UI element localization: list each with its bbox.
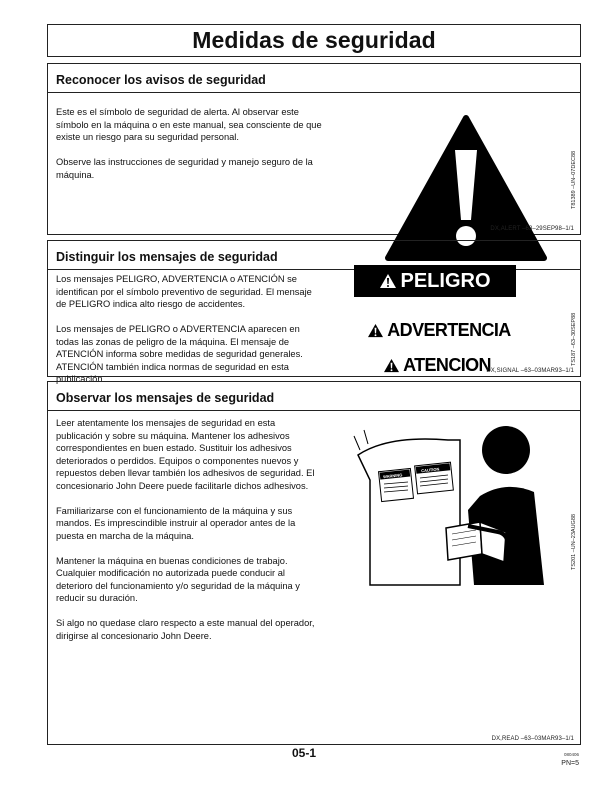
decal-caution-label: CAUTION: [420, 466, 440, 474]
signal-word-danger-label: PELIGRO: [400, 269, 491, 292]
section-distinguish-messages: [47, 240, 581, 384]
section-heading: Observar los mensajes de seguridad: [56, 391, 275, 405]
paragraph: Mantener la máquina en buenas condiciones de trabajo. Cualquier modificación no autorizada puede conducir al deterioro del funcionamiento y/o seguridad de la máquina y reducir su duración.: [56, 555, 300, 603]
signal-word-danger: [354, 265, 516, 297]
section-recognize-alerts: [47, 63, 581, 235]
signal-word-caution: [374, 354, 500, 376]
page-number: 05-1: [292, 746, 317, 760]
paragraph: Este es el símbolo de seguridad de alerta. Al observar este símbolo en la máquina o en este manual, sea consciente de que existe un riesgo para su seguridad personal.: [56, 107, 322, 142]
warning-triangle-icon: [367, 323, 384, 338]
image-code: TS201 –UN–23AUG88: [571, 514, 577, 570]
section-heading: Reconocer los avisos de seguridad: [56, 73, 266, 87]
section-body: [56, 273, 324, 398]
section-ref-code: DX,SIGNAL –63–03MAR93–1/1: [486, 368, 574, 374]
section-divider: [48, 92, 580, 93]
footer-code: 080406: [563, 752, 579, 757]
paragraph: Observe las instrucciones de seguridad y manejo seguro de la máquina.: [56, 157, 313, 180]
image-code: TS187 –63–30SEP88: [571, 312, 577, 366]
signal-word-warning-label: ADVERTENCIA: [387, 319, 511, 340]
signal-word-warning: [354, 319, 524, 341]
paragraph: Si algo no quedase claro respecto a este manual del operador, dirigirse al concesionario John Deere.: [56, 618, 315, 641]
paragraph: Los mensajes de PELIGRO o ADVERTENCIA aparecen en todas las zonas de peligro de la máquina. El mensaje de ATENCIÓN informa sobre medidas de seguridad generales. ATENCIÓN también indica normas de seguridad en esta publicación.: [56, 324, 303, 384]
paragraph: Los mensajes PELIGRO, ADVERTENCIA o ATENCIÓN se identifican por el símbolo preventivo de seguridad. El mensaje de PELIGRO indica alto riesgo de accidentes.: [56, 274, 312, 309]
page-title-box: [47, 24, 581, 57]
section-body: [56, 417, 324, 655]
section-ref-code: DX,READ –63–03MAR93–1/1: [491, 736, 574, 742]
section-ref-code: DX,ALERT –63–29SEP98–1/1: [490, 226, 574, 232]
paragraph: Leer atentamente los mensajes de seguridad en esta publicación y sobre su máquina. Mantener los adhesivos correspondientes en buen estado. Sustituir los adhesivos deteriorados o perdidos. Equipos o componentes nuevos y repuestos deben llevar también los adhesivos de seguridad. El concesionario John Deere puede facilitarle dichos adhesivos.: [56, 418, 315, 491]
decal-warning-label: WARNING: [382, 472, 403, 480]
footer-pn: PN=5: [561, 760, 579, 767]
image-code: T81389 –UN–07DEC88: [571, 150, 577, 209]
section-body: [56, 106, 324, 194]
section-heading: Distinguir los mensajes de seguridad: [56, 250, 278, 264]
warning-triangle-icon: [383, 358, 400, 373]
signal-word-caution-label: ATENCION: [403, 354, 491, 375]
section-observe-messages: [47, 381, 581, 745]
operator-reading-illustration: [348, 400, 568, 590]
warning-triangle-icon: [379, 273, 397, 289]
paragraph: Familiarizarse con el funcionamiento de la máquina y sus mandos. Es imprescindible instruir al operador antes de la puesta en marcha de la máquina.: [56, 505, 296, 541]
page-title: Medidas de seguridad: [192, 27, 436, 53]
